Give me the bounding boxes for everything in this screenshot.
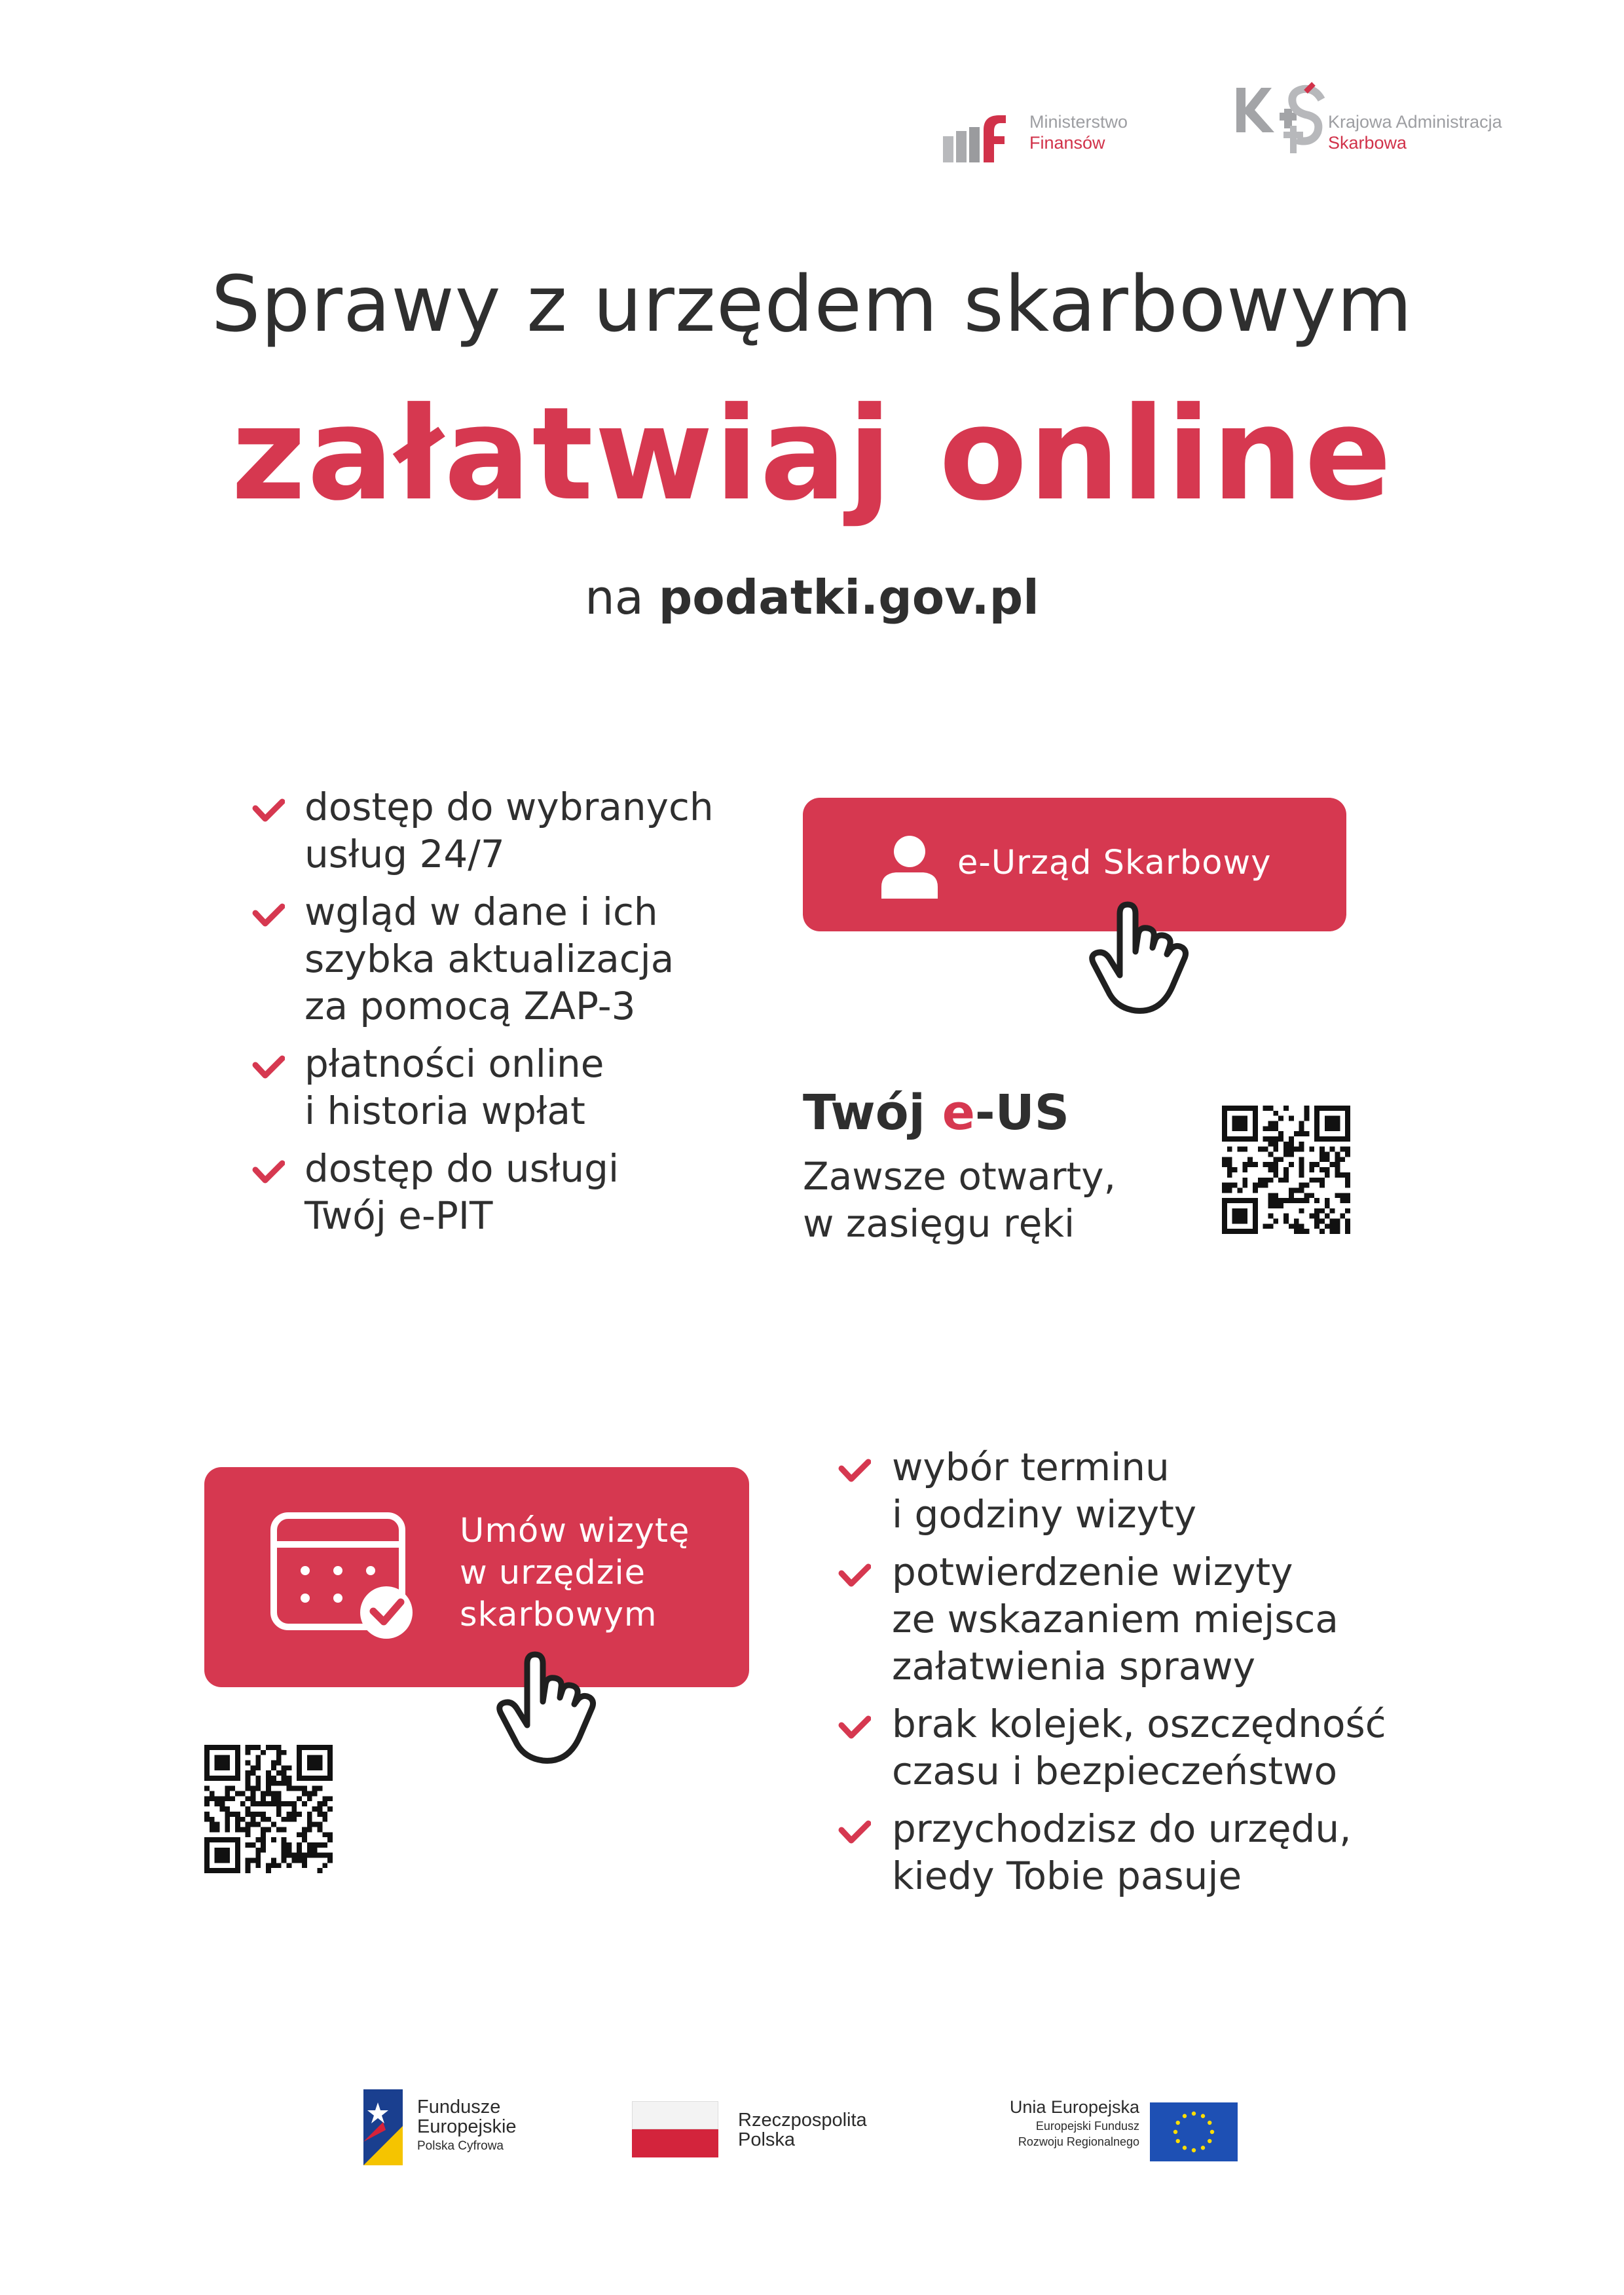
- umow-wizyte-label-line3: skarbowym: [460, 1595, 657, 1634]
- site-link[interactable]: podatki.gov.pl: [658, 570, 1039, 625]
- check-icon: [838, 1458, 871, 1484]
- umow-wizyte-label-line2: w urzędzie: [460, 1554, 646, 1592]
- check-icon: [838, 1819, 871, 1846]
- eu-line3: Rozwoju Regionalnego: [1018, 2135, 1139, 2148]
- list-item-text: i historia wpłat: [304, 1089, 585, 1133]
- rzeczpospolita-polska-logo: [632, 2096, 907, 2161]
- kas-logo-line2: Skarbowa: [1328, 133, 1407, 153]
- list-item: [838, 1805, 1428, 1901]
- eus-feature-list: [252, 783, 789, 1250]
- check-icon: [252, 798, 285, 824]
- eus-title-part1: Twój: [803, 1085, 942, 1141]
- list-item-text: załatwienia sprawy: [892, 1644, 1256, 1689]
- eus-promo-title: [803, 1085, 1069, 1141]
- umow-wizyte-label-line1: Umów wizytę: [460, 1512, 690, 1550]
- list-item-text: płatności online: [304, 1041, 604, 1086]
- site-line: [0, 570, 1624, 625]
- umow-wizyte-button[interactable]: [204, 1467, 749, 1687]
- visit-feature-list: [838, 1444, 1428, 1910]
- eus-subtitle-line1: Zawsze otwarty,: [803, 1154, 1116, 1199]
- user-icon: [874, 830, 946, 903]
- mf-logo-icon: [943, 111, 1015, 164]
- visit-qr-code-icon[interactable]: [204, 1745, 333, 1873]
- list-item-text: wgląd w dane i ich: [304, 889, 658, 934]
- fe-line2: Europejskie: [417, 2116, 517, 2137]
- list-item-text: czasu i bezpieczeństwo: [892, 1749, 1338, 1793]
- list-item-text: kiedy Tobie pasuje: [892, 1854, 1242, 1898]
- list-item-text: dostęp do wybranych: [304, 785, 714, 829]
- check-icon: [838, 1563, 871, 1589]
- list-item: [252, 783, 789, 879]
- list-item-text: szybka aktualizacja: [304, 937, 674, 981]
- check-icon: [252, 1159, 285, 1185]
- fe-line1: Fundusze: [417, 2097, 501, 2118]
- list-item: [252, 888, 789, 1031]
- fe-line3: Polska Cyfrowa: [417, 2139, 504, 2153]
- mf-logo-line2: Finansów: [1029, 133, 1105, 153]
- list-item: [252, 1040, 789, 1136]
- eus-promo-subtitle: [803, 1153, 1116, 1247]
- eu-line1: Unia Europejska: [1009, 2097, 1139, 2117]
- list-item-text: przychodzisz do urzędu,: [892, 1806, 1352, 1851]
- kas-logo: [1231, 80, 1539, 159]
- list-item-text: Twój e-PIT: [304, 1193, 493, 1238]
- pl-flag-icon: [632, 2101, 718, 2157]
- list-item-text: dostęp do usługi: [304, 1146, 619, 1191]
- kas-logo-line1: Krajowa Administracja: [1328, 112, 1502, 132]
- list-item-text: ze wskazaniem miejsca: [892, 1597, 1338, 1641]
- fe-star-icon: [363, 2089, 403, 2165]
- eus-subtitle-line2: w zasięgu ręki: [803, 1201, 1075, 1246]
- list-item-text: potwierdzenie wizyty: [892, 1550, 1293, 1594]
- calendar-check-icon: [268, 1510, 423, 1641]
- umow-wizyte-label: [460, 1510, 690, 1636]
- ministerstwo-finansow-logo: [943, 98, 1159, 164]
- fundusze-europejskie-logo: [363, 2089, 560, 2168]
- headline-accent: załatwiaj online: [231, 380, 1393, 529]
- list-item: [838, 1444, 1428, 1539]
- hand-pointer-icon: [1087, 901, 1205, 1018]
- list-item: [838, 1548, 1428, 1691]
- list-item-text: usług 24/7: [304, 832, 505, 876]
- rp-line2: Polska: [738, 2129, 796, 2150]
- kas-logo-text: [1328, 111, 1502, 153]
- hand-pointer-icon: [494, 1651, 612, 1768]
- e-urzad-skarbowy-button[interactable]: [803, 798, 1346, 931]
- unia-europejska-logo: [976, 2093, 1238, 2165]
- list-item-text: za pomocą ZAP-3: [304, 984, 636, 1028]
- headline: Sprawy z urzędem skarbowym: [211, 259, 1413, 349]
- list-item-text: wybór terminu: [892, 1445, 1170, 1489]
- check-icon: [252, 1054, 285, 1081]
- check-icon: [252, 903, 285, 929]
- kas-logo-icon: [1231, 80, 1329, 159]
- eus-qr-code-icon[interactable]: [1222, 1106, 1350, 1234]
- site-prefix: na: [585, 570, 644, 625]
- eus-title-e: e: [942, 1085, 975, 1141]
- eu-line2: Europejski Fundusz: [1035, 2119, 1139, 2133]
- e-urzad-skarbowy-label: e-Urząd Skarbowy: [957, 844, 1272, 882]
- list-item-text: brak kolejek, oszczędność: [892, 1702, 1386, 1746]
- check-icon: [838, 1715, 871, 1741]
- mf-logo-text: [1029, 111, 1128, 153]
- eus-title-part2: -US: [974, 1085, 1069, 1141]
- list-item-text: i godziny wizyty: [892, 1492, 1197, 1537]
- mf-logo-line1: Ministerstwo: [1029, 112, 1128, 132]
- list-item: [838, 1700, 1428, 1796]
- list-item: [252, 1145, 789, 1241]
- eu-flag-icon: [1150, 2102, 1238, 2161]
- rp-line1: Rzeczpospolita: [738, 2110, 867, 2131]
